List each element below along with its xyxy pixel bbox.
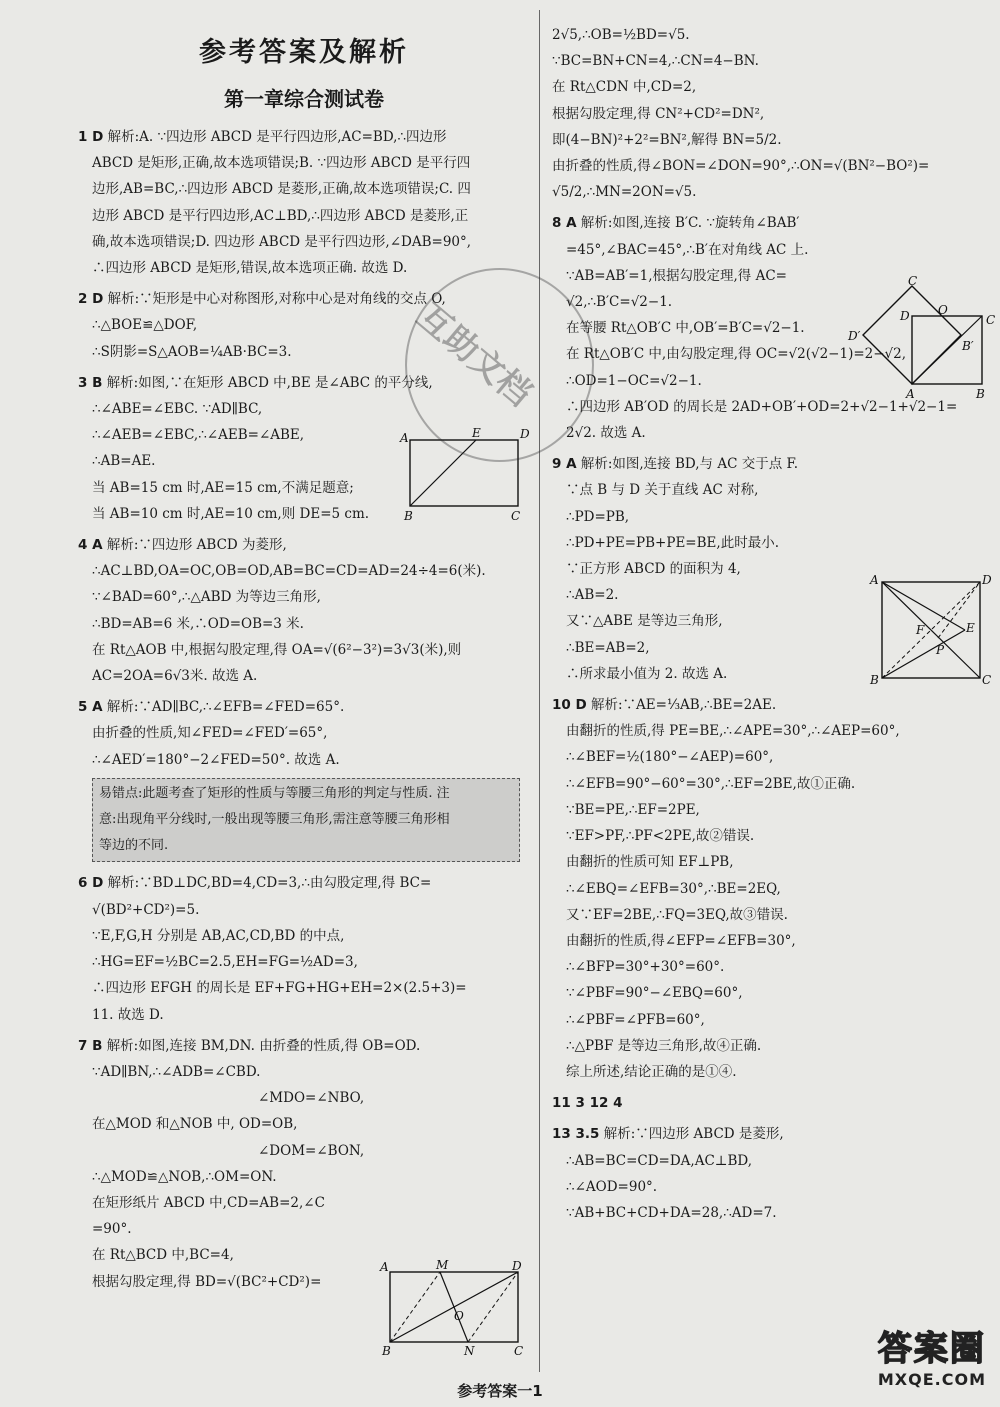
- answer-line: 当 AB=15 cm 时,AE=15 cm,不满足题意;: [92, 479, 354, 496]
- answer-line: 边形 ABCD 是平行四边形,AC⊥BD,∴四边形 ABCD 是菱形,正: [92, 207, 469, 224]
- answer-line: 解析:∵矩形是中心对称图形,对称中心是对角线的交点 O,: [107, 291, 446, 308]
- answer-line: ∵BC=BN+CN=4,∴CN=4−BN.: [552, 53, 759, 70]
- point-label: C: [514, 1344, 524, 1358]
- point-label: B′: [962, 339, 974, 353]
- answer-line: =90°.: [92, 1221, 132, 1238]
- error-note-box: [92, 778, 520, 863]
- answer-line: ∴△BOE≌△DOF,: [92, 317, 198, 334]
- answer-line: ∵E,F,G,H 分别是 AB,AC,CD,BD 的中点,: [92, 927, 345, 944]
- point-label: N: [464, 1344, 475, 1358]
- answer-line: 由翻折的性质,得∠EFP=∠EFB=30°,: [566, 932, 796, 949]
- answer-line: 确,故本选项错误;D. 四边形 ABCD 是平行四边形,∠DAB=90°,: [92, 233, 472, 250]
- answer-line: ∴∠EFB=90°−60°=30°,∴EF=2BE,故①正确.: [566, 775, 856, 792]
- answer-line: ∴HG=EF=½BC=2.5,EH=FG=½AD=3,: [92, 954, 358, 971]
- question-7-continued: [552, 22, 992, 205]
- point-label: B: [870, 673, 879, 687]
- answer-line: 11. 故选 D.: [92, 1006, 164, 1023]
- point-label: E: [966, 621, 975, 635]
- answer-line: 当 AB=10 cm 时,AE=10 cm,则 DE=5 cm.: [92, 505, 370, 522]
- answer-line: 又∵EF=2BE,∴FQ=3EQ,故③错误.: [566, 906, 788, 923]
- answer-line: ∴BD=AB=6 米,∴OD=OB=3 米.: [92, 615, 304, 632]
- point-label: D: [512, 1259, 522, 1273]
- question-1: [78, 124, 530, 281]
- question-number: 5 A: [78, 699, 103, 716]
- figure-q7: [378, 1260, 528, 1364]
- answer-line: 在△MOD 和△NOB 中, OD=OB,: [92, 1116, 298, 1133]
- answer-line: ∴△MOD≌△NOB,∴OM=ON.: [92, 1168, 277, 1185]
- question-number: 13 3.5: [552, 1126, 600, 1143]
- question-number: 8 A: [552, 215, 577, 232]
- question-number: 2 D: [78, 291, 104, 308]
- question-4: [78, 532, 530, 689]
- answer-line: ∴∠EBQ=∠EFB=30°,∴BE=2EQ,: [566, 880, 781, 897]
- answer-line: 由翻折的性质,得 PE=BE,∴∠APE=30°,∴∠AEP=60°,: [566, 723, 900, 740]
- question-number: 10 D: [552, 697, 587, 714]
- answer-line: 解析:如图,连接 BM,DN. 由折叠的性质,得 OB=OD.: [106, 1037, 421, 1054]
- answer-line: ∴∠AEB=∠EBC,∴∠AEB=∠ABE,: [92, 427, 305, 444]
- point-label: B: [404, 509, 413, 523]
- answer-line: ∴AB=BC=CD=DA,AC⊥BD,: [566, 1152, 753, 1169]
- answer-line: ∵点 B 与 D 关于直线 AC 对称,: [566, 482, 759, 499]
- answer-line: ∠DOM=∠BON,: [258, 1142, 365, 1159]
- point-label: A: [400, 431, 409, 445]
- point-label: O: [454, 1309, 464, 1323]
- question-6: [78, 870, 530, 1027]
- note-line: 意:出现角平分线时,一般出现等腰三角形,需注意等腰三角形相: [99, 812, 450, 828]
- left-column: [78, 22, 530, 1300]
- question-10: [552, 692, 992, 1085]
- answer-line: 解析:∵AD∥BC,∴∠EFB=∠FED=65°.: [106, 699, 345, 716]
- answer-line: 解析:∵AE=⅓AB,∴BE=2AE.: [591, 697, 777, 714]
- point-label: A: [870, 573, 879, 587]
- answer-line: ∵∠PBF=90°−∠EBQ=60°,: [566, 985, 743, 1002]
- answer-line: 在 Rt△CDN 中,CD=2,: [552, 79, 697, 96]
- question-number: 3 B: [78, 374, 103, 391]
- answer-line: 边形,AB=BC,∴四边形 ABCD 是菱形,正确,故本选项错误;C. 四: [92, 181, 471, 198]
- answer-line: ∠MDO=∠NBO,: [258, 1090, 365, 1107]
- question-7: [78, 1033, 530, 1295]
- question-13: [552, 1121, 992, 1226]
- answer-line: 解析:∵四边形 ABCD 是菱形,: [603, 1126, 784, 1143]
- answer-line: 在 Rt△BCD 中,BC=4,: [92, 1247, 234, 1264]
- answer-line: 即(4−BN)²+2²=BN²,解得 BN=5/2.: [552, 131, 782, 148]
- answer-line: 由翻折的性质可知 EF⊥PB,: [566, 854, 734, 871]
- answer-line: ∴OD=1−OC=√2−1.: [566, 372, 702, 389]
- answer-line: ∵BE=PE,∴EF=2PE,: [566, 801, 700, 818]
- answer-line: 根据勾股定理,得 BD=√(BC²+CD²)=: [92, 1273, 322, 1290]
- answer-line: AC=2OA=6√3米. 故选 A.: [92, 668, 258, 685]
- answer-line: 由折叠的性质,得∠BON=∠DON=90°,∴ON=√(BN²−BO²)=: [552, 158, 930, 175]
- question-number: 6 D: [78, 875, 104, 892]
- answer-line: ∴∠BEF=½(180°−∠AEP)=60°,: [566, 749, 774, 766]
- answer-line: ∴△PBF 是等边三角形,故④正确.: [566, 1037, 762, 1054]
- answer-line: ∴四边形 ABCD 是矩形,错误,故本选项正确. 故选 D.: [92, 260, 408, 277]
- answer-line: 11 3 12 4: [552, 1095, 623, 1112]
- answer-line: ∴∠AED′=180°−2∠FED=50°. 故选 A.: [92, 751, 340, 768]
- point-label: B: [382, 1344, 391, 1358]
- column-divider: [539, 10, 540, 1372]
- watermark-text: 答案圈: [877, 1329, 986, 1369]
- answer-line: 解析:如图,连接 BD,与 AC 交于点 F.: [580, 456, 799, 473]
- point-label: C: [511, 509, 521, 523]
- point-label: P: [936, 643, 945, 657]
- point-label: C: [982, 673, 992, 687]
- answer-line: ∴S阴影=S△AOB=¼AB·BC=3.: [92, 343, 292, 360]
- answer-line: 综上所述,结论正确的是①④.: [566, 1063, 737, 1080]
- point-label: A: [380, 1260, 389, 1274]
- answer-line: ∴AC⊥BD,OA=OC,OB=OD,AB=BC=CD=AD=24÷4=6(米).: [92, 563, 486, 580]
- answer-line: 解析:如图,∵在矩形 ABCD 中,BE 是∠ABC 的平分线,: [106, 374, 433, 391]
- question-number: 7 B: [78, 1037, 103, 1054]
- watermark-url: MXQE.COM: [877, 1370, 986, 1389]
- stamp-text: 互助文档: [409, 296, 540, 415]
- answer-line: 在矩形纸片 ABCD 中,CD=AB=2,∠C: [92, 1194, 325, 1211]
- page-title: 参考答案及解析: [199, 37, 409, 68]
- point-label: B: [976, 387, 985, 401]
- point-label: C: [908, 274, 918, 288]
- point-label: O: [938, 303, 948, 317]
- answer-line: ∵正方形 ABCD 的面积为 4,: [566, 561, 741, 578]
- answer-line: 根据勾股定理,得 CN²+CD²=DN²,: [552, 105, 765, 122]
- answer-line: √5/2,∴MN=2ON=√5.: [552, 184, 697, 201]
- answer-line: ∵AB+BC+CD+DA=28,∴AD=7.: [566, 1204, 777, 1221]
- answer-line: ∴∠AOD=90°.: [566, 1178, 658, 1195]
- answer-line: 2√2. 故选 A.: [566, 425, 646, 442]
- answer-line: =45°,∠BAC=45°,∴B′在对角线 AC 上.: [566, 241, 809, 258]
- point-label: D: [520, 427, 530, 441]
- answer-line: ∵AB=AB′=1,根据勾股定理,得 AC=: [566, 267, 787, 284]
- answer-line: 解析:∵四边形 ABCD 为菱形,: [106, 537, 287, 554]
- answer-line: ∵∠BAD=60°,∴△ABD 为等边三角形,: [92, 589, 321, 606]
- note-line: 易错点:此题考查了矩形的性质与等腰三角形的判定与性质. 注: [99, 785, 450, 801]
- question-number: 9 A: [552, 456, 577, 473]
- answer-line: √(BD²+CD²)=5.: [92, 901, 200, 918]
- answer-line: 解析:∵BD⊥DC,BD=4,CD=3,∴由勾股定理,得 BC=: [107, 875, 432, 892]
- answer-line: ∵EF>PF,∴PF<2PE,故②错误.: [566, 828, 755, 845]
- answer-line: 在等腰 Rt△OB′C 中,OB′=B′C=√2−1.: [566, 320, 805, 337]
- point-label: M: [436, 1258, 449, 1272]
- figure-q8: [842, 272, 1000, 406]
- answer-line: ∴PD=PB,: [566, 508, 630, 525]
- answer-line: ∴∠PBF=∠PFB=60°,: [566, 1011, 705, 1028]
- answer-line: 解析:A. ∵四边形 ABCD 是平行四边形,AC=BD,∴四边形: [107, 129, 447, 145]
- point-label: D: [982, 573, 992, 587]
- answer-line: 在 Rt△OB′C 中,由勾股定理,得 OC=√2(√2−1)=2−√2,: [566, 346, 907, 363]
- section-title: 第一章综合测试卷: [224, 87, 384, 111]
- question-number: 1 D: [78, 129, 104, 145]
- answer-line: 又∵△ABE 是等边三角形,: [566, 613, 723, 630]
- answer-line: ∴所求最小值为 2. 故选 A.: [566, 665, 728, 682]
- answer-line: ∴四边形 AB′OD 的周长是 2AD+OB′+OD=2+√2−1+√2−1=: [566, 398, 958, 415]
- note-line: 等边的不同.: [99, 838, 169, 854]
- answer-line: 解析:如图,连接 B′C. ∵旋转角∠BAB′: [580, 215, 800, 232]
- point-label: E: [472, 426, 481, 440]
- point-label: C: [986, 313, 996, 327]
- answer-line: 由折叠的性质,知∠FED=∠FED′=65°,: [92, 725, 328, 742]
- answer-line: ∴PD+PE=PB+PE=BE,此时最小.: [566, 534, 779, 551]
- watermark-logo: [878, 1321, 986, 1389]
- answer-line: ABCD 是矩形,正确,故本选项错误;B. ∵四边形 ABCD 是平行四: [92, 155, 471, 172]
- figure-q9: [868, 572, 996, 694]
- answer-line: ∴AB=AE.: [92, 453, 156, 470]
- point-label: A: [906, 387, 915, 401]
- answer-line: 在 Rt△AOB 中,根据勾股定理,得 OA=√(6²−3²)=3√3(米),则: [92, 641, 462, 658]
- answer-line: 2√5,∴OB=½BD=√5.: [552, 27, 690, 43]
- question-5: [78, 694, 530, 773]
- page-footer: 参考答案一1: [457, 1382, 543, 1400]
- answer-line: ∴BE=AB=2,: [566, 639, 650, 656]
- answer-line: ∴四边形 EFGH 的周长是 EF+FG+HG+EH=2×(2.5+3)=: [92, 980, 467, 997]
- question-11-12: [552, 1090, 992, 1116]
- point-label: D: [900, 309, 910, 323]
- point-label: F: [916, 623, 925, 637]
- answer-line: ∴∠BFP=30°+30°=60°.: [566, 959, 725, 976]
- answer-line: ∴AB=2.: [566, 587, 619, 604]
- question-number: 4 A: [78, 537, 103, 554]
- answer-line: ∴∠ABE=∠EBC. ∵AD∥BC,: [92, 401, 263, 418]
- answer-line: √2,∴B′C=√2−1.: [566, 294, 673, 311]
- point-label: D′: [848, 329, 861, 343]
- answer-line: ∵AD∥BN,∴∠ADB=∠CBD.: [92, 1063, 261, 1080]
